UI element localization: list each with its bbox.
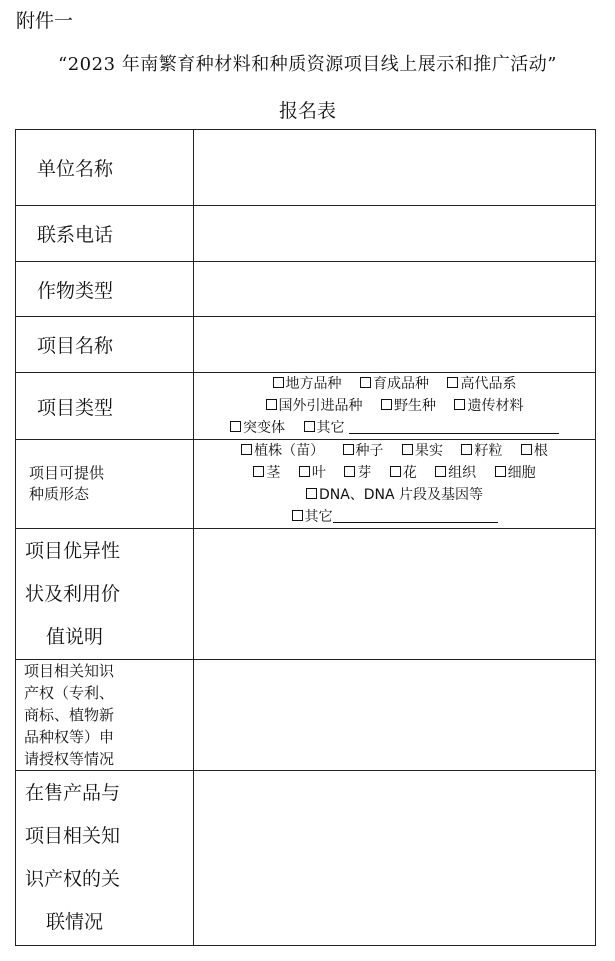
label-products-line2: 项目相关知: [25, 825, 121, 847]
field-project-type: [194, 373, 596, 440]
checkbox-icon[interactable]: [454, 399, 465, 410]
option-fruit[interactable]: 果实: [402, 440, 443, 462]
checkbox-icon[interactable]: [292, 510, 303, 521]
checkbox-icon[interactable]: [299, 466, 310, 477]
row-phone: [16, 206, 596, 262]
option-local-variety[interactable]: 地方品种: [273, 373, 342, 395]
label-traits-line2: 状及利用价: [25, 582, 121, 605]
field-germplasm-form: [194, 440, 596, 529]
option-leaf[interactable]: 叶: [299, 462, 326, 484]
option-mutant[interactable]: 突变体: [230, 417, 285, 439]
label-phone: 联系电话: [16, 206, 194, 262]
option-tissue[interactable]: 组织: [435, 462, 476, 484]
checkbox-icon[interactable]: [343, 444, 354, 455]
checkbox-icon[interactable]: [521, 444, 532, 455]
field-crop-type[interactable]: [194, 262, 596, 317]
label-traits-line1: 项目优异性: [25, 539, 121, 562]
field-project-name[interactable]: [194, 317, 596, 373]
label-ip-line5: 请授权等情况: [24, 750, 115, 768]
option-germplasm-other[interactable]: 其它: [292, 506, 498, 528]
checkbox-icon[interactable]: [306, 488, 317, 499]
label-traits: [16, 529, 194, 660]
row-project-type: [16, 373, 596, 440]
document-title: “2023 年南繁育种材料和种质资源项目线上展示和推广活动”: [58, 54, 557, 75]
label-germplasm-form-line2: 种质形态: [29, 485, 90, 503]
option-genetic-material[interactable]: 遗传材料: [454, 395, 523, 417]
field-products[interactable]: [194, 771, 596, 946]
checkbox-icon[interactable]: [304, 421, 315, 432]
field-phone[interactable]: [194, 206, 596, 262]
row-germplasm-form: [16, 440, 596, 529]
label-traits-line3: 值说明: [46, 625, 104, 648]
appendix-label: 附件一: [16, 10, 74, 32]
label-ip-line1: 项目相关知识: [24, 662, 115, 680]
checkbox-icon[interactable]: [344, 466, 355, 477]
option-plant-seedling[interactable]: 植株（苗）: [241, 440, 324, 462]
option-cell[interactable]: 细胞: [495, 462, 536, 484]
row-crop-type: [16, 262, 596, 317]
registration-form-table: [15, 129, 596, 946]
label-unit-name: 单位名称: [16, 130, 194, 206]
germplasm-other-blank-line[interactable]: [333, 509, 498, 523]
checkbox-icon[interactable]: [461, 444, 472, 455]
checkbox-icon[interactable]: [495, 466, 506, 477]
label-ip-line3: 商标、植物新: [24, 706, 115, 724]
label-project-name: 项目名称: [16, 317, 194, 373]
checkbox-icon[interactable]: [253, 466, 264, 477]
row-project-name: [16, 317, 596, 373]
label-ip-line2: 产权（专利、: [24, 684, 115, 702]
label-products-line3: 识产权的关: [25, 868, 121, 890]
field-unit-name[interactable]: [194, 130, 596, 206]
checkbox-icon[interactable]: [273, 377, 284, 388]
checkbox-icon[interactable]: [241, 444, 252, 455]
row-traits: [16, 529, 596, 660]
document-subtitle: 报名表: [278, 100, 336, 122]
option-dna[interactable]: DNA、DNA 片段及基因等: [306, 484, 483, 506]
checkbox-icon[interactable]: [390, 466, 401, 477]
label-germplasm-form-line1: 项目可提供: [29, 464, 105, 482]
option-grain[interactable]: 籽粒: [461, 440, 502, 462]
checkbox-icon[interactable]: [381, 399, 392, 410]
row-unit-name: [16, 130, 596, 206]
label-products-line1: 在售产品与: [25, 782, 121, 804]
checkbox-icon[interactable]: [435, 466, 446, 477]
label-ip: [16, 660, 194, 771]
option-stem[interactable]: 茎: [253, 462, 280, 484]
field-ip[interactable]: [194, 660, 596, 771]
option-advanced-line[interactable]: 高代品系: [447, 373, 516, 395]
option-bred-variety[interactable]: 育成品种: [360, 373, 429, 395]
label-products: [16, 771, 194, 946]
checkbox-icon[interactable]: [402, 444, 413, 455]
option-seed[interactable]: 种子: [343, 440, 384, 462]
label-project-type: 项目类型: [16, 373, 194, 440]
checkbox-icon[interactable]: [447, 377, 458, 388]
label-germplasm-form: [16, 440, 194, 529]
option-other[interactable]: 其它: [304, 417, 559, 439]
row-products: [16, 771, 596, 946]
checkbox-icon[interactable]: [230, 421, 241, 432]
label-ip-line4: 品种权等）申: [24, 728, 115, 746]
option-root[interactable]: 根: [521, 440, 548, 462]
field-traits[interactable]: [194, 529, 596, 660]
checkbox-icon[interactable]: [360, 377, 371, 388]
label-products-line4: 联情况: [46, 911, 104, 933]
option-bud[interactable]: 芽: [344, 462, 371, 484]
row-ip: [16, 660, 596, 771]
option-wild-species[interactable]: 野生种: [381, 395, 436, 417]
other-blank-line[interactable]: [349, 420, 559, 434]
checkbox-icon[interactable]: [266, 399, 277, 410]
label-crop-type: 作物类型: [16, 262, 194, 317]
option-flower[interactable]: 花: [390, 462, 417, 484]
option-imported-variety[interactable]: 国外引进品种: [266, 395, 363, 417]
